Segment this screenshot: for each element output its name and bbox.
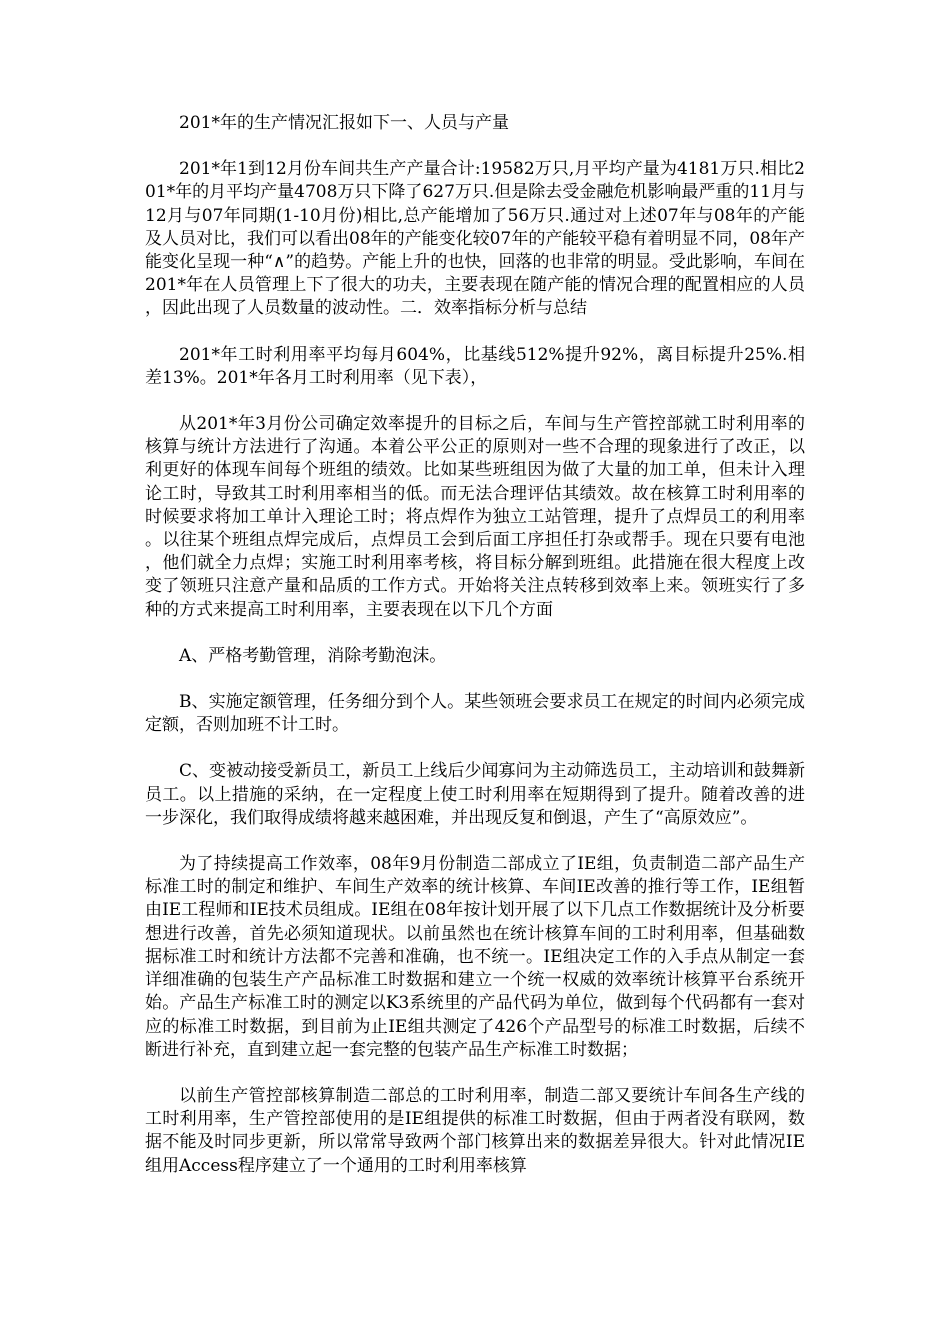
paragraph-intro-heading: 201*年的生产情况汇报如下一、人员与产量 bbox=[179, 113, 509, 133]
paragraph-efficiency-measures: 从201*年3月份公司确定效率提升的目标之后，车间与生产管控部就工时利用率的核算与统计方法进行了沟通。本着公平公正的原则对一些不合理的现象进行了改正，以利更好的体现车间每个班组的绩效。比如某些班组因为做了大量的加工单，但未计入理论工时，导致其工时利用率相当的低。而无法合理评估其绩效。故在核算工时利用率的时候要求将加工单计入理论工时；将点焊作为独立工站管理，提升了点焊员工的利用率。以往某个班组点焊完成后，点焊员工会到后面工序担任打杂或帮手。现在只要有电池，他们就全力点焊；实施工时利用率考核，将目标分解到班组。此措施在很大程度上改变了领班只注意产量和品质的工作方式。开始将关注点转移到效率上来。领班实行了多种的方式来提高工时利用率，主要表现在以下几个方面 bbox=[145, 414, 805, 620]
paragraph-access-system: 以前生产管控部核算制造二部总的工时利用率，制造二部又要统计车间各生产线的工时利用率，生产管控部使用的是IE组提供的标准工时数据，但由于两者没有联网，数据不能及时同步更新，所以常常导致两个部门核算出来的数据差异很大。针对此情况IE组用Access程序建立了一个通用的工时利用率核算 bbox=[145, 1085, 805, 1176]
document-body bbox=[145, 112, 805, 1201]
paragraph-item-b: B、实施定额管理，任务细分到个人。某些领班会要求员工在规定的时间内必须完成定额，否则加班不计工时。 bbox=[145, 692, 805, 736]
paragraph-ie-group: 为了持续提高工作效率，08年9月份制造二部成立了IE组，负责制造二部产品生产标准工时的制定和维护、车间生产效率的统计核算、车间IE改善的推行等工作，IE组暂由IE工程师和IE技术员组成。IE组在08年按计划开展了以下几点工作数据统计及分析要想进行改善，首先必须知道现状。以前虽然也在统计核算车间的工时利用率，但基础数据标准工时和统计方法都不完善和准确，也不统一。IE组决定工作的入手点从制定一套详细准确的包装生产产品标准工时数据和建立一个统一权威的效率统计核算平台系统开始。产品生产标准工时的测定以K3系统里的产品代码为单位，做到每个代码都有一套对应的标准工时数据，到目前为止IE组共测定了426个产品型号的标准工时数据，后续不断进行补充，直到建立起一套完整的包装产品生产标准工时数据； bbox=[145, 854, 805, 1060]
paragraph-production-output: 201*年1到12月份车间共生产产量合计:19582万只,月平均产量为4181万只.相比201*年的月平均产量4708万只下降了627万只.但是除去受金融危机影响最严重的11月与12月与07年同期(1-10月份)相比,总产能增加了56万只.通过对上述07年与08年的产能及人员对比，我们可以看出08年的产能变化较07年的产能较平稳有着明显不同，08年产能变化呈现一种“∧”的趋势。产能上升的也快，回落的也非常的明显。受此影响，车间在201*年在人员管理上下了很大的功夫，主要表现在随产能的情况合理的配置相应的人员，因此出现了人员数量的波动性。二．效率指标分析与总结 bbox=[145, 159, 805, 319]
paragraph-item-a: A、严格考勤管理，消除考勤泡沫。 bbox=[179, 645, 447, 666]
paragraph-utilization-rate: 201*年工时利用率平均每月604%，比基线512%提升92%，离目标提升25%.相差13%。201*年各月工时利用率（见下表）， bbox=[145, 344, 805, 388]
paragraph-item-c: C、变被动接受新员工，新员工上线后少闻寡问为主动筛选员工，主动培训和鼓舞新员工。以上措施的采纳，在一定程度上使工时利用率在短期得到了提升。随着改善的进一步深化，我们取得成绩将越来越困难，并出现反复和倒退，产生了“高原效应”。 bbox=[145, 761, 805, 828]
